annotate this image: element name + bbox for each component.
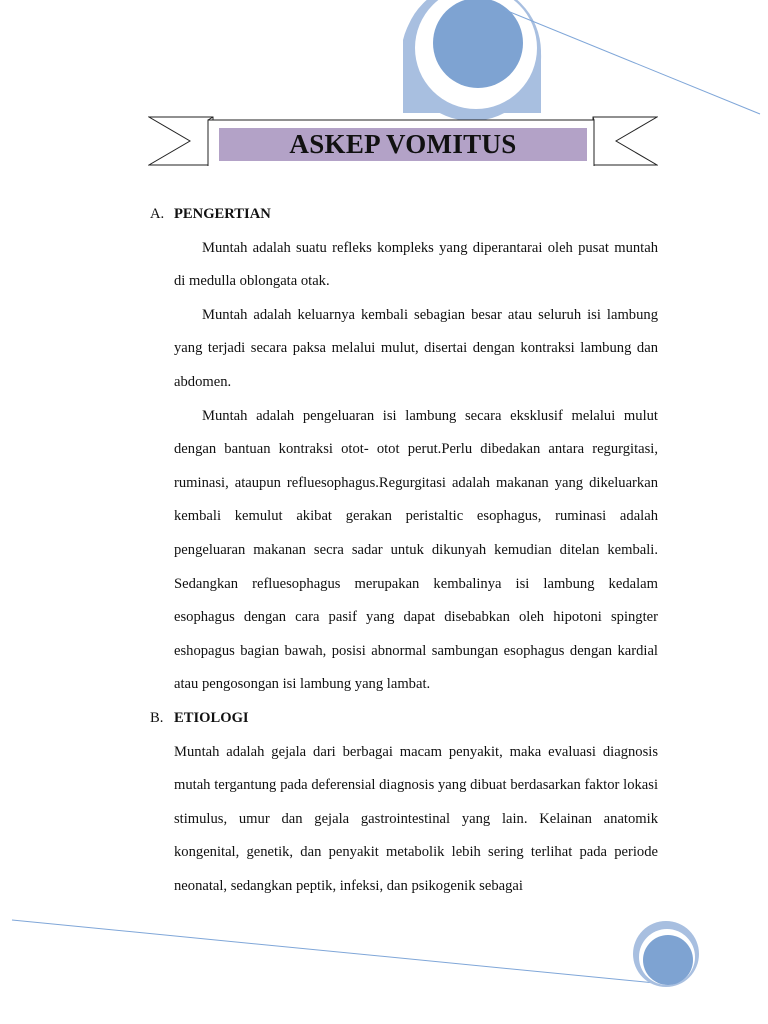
bottom-rule-line: [12, 920, 665, 984]
section-title: PENGERTIAN: [174, 206, 271, 222]
section-number: A.: [150, 206, 165, 222]
section-heading-etiologi: [150, 702, 658, 736]
paragraph: Muntah adalah gejala dari berbagai macam penyakit, maka evaluasi diagnosis mutah tergantung pada deferensial diagnosis yang dibuat berdasarkan faktor lokasi stimulus, umur dan gejala gastrointestinal yang lain. Kelainan anatomik kongenital, genetik, dan penyakit metabolik lebih sering terlihat pada periode neonatal, sedangkan peptik, infeksi, dan psikogenik sebagai: [174, 743, 658, 894]
top-circle-ornament: [403, 0, 541, 121]
section-number: B.: [150, 709, 164, 726]
section-title: ETIOLOGI: [174, 709, 249, 726]
document-body: [150, 198, 658, 903]
top-rule-line: [505, 10, 760, 114]
paragraph: Muntah adalah keluarnya kembali sebagian besar atau seluruh isi lambung yang terjadi secara paksa melalui mulut, disertai dengan kontraksi lambung dan abdomen.: [174, 306, 658, 390]
paragraph: Muntah adalah pengeluaran isi lambung secara eksklusif melalui mulut dengan bantuan kontraksi otot- otot perut.Perlu dibedakan antara regurgitasi, ruminasi, ataupun refluesophagus.Regurgitasi adalah makanan yang dikeluarkan kembali kemulut akibat gerakan peristaltic esophagus, ruminasi adalah pengeluaran makanan secra sadar untuk dikunyah kemudian ditelan kembali. Sedangkan refluesophagus merupakan kembalinya isi lambung kedalam esophagus dengan cara pasif yang dapat disebabkan oleh hipotoni spingter eshopagus bagian bawah, posisi abnormal sambungan esophagus dengan kardial atau pengosongan isi lambung yang lambat.: [174, 407, 658, 693]
bottom-circle-ornament: [633, 921, 699, 987]
page-title: ASKEP VOMITUS: [289, 129, 517, 159]
section-heading-pengertian: [150, 198, 658, 232]
paragraph: Muntah adalah suatu refleks kompleks yang diperantarai oleh pusat muntah di medulla oblongata otak.: [174, 239, 658, 290]
title-box: [219, 128, 587, 161]
